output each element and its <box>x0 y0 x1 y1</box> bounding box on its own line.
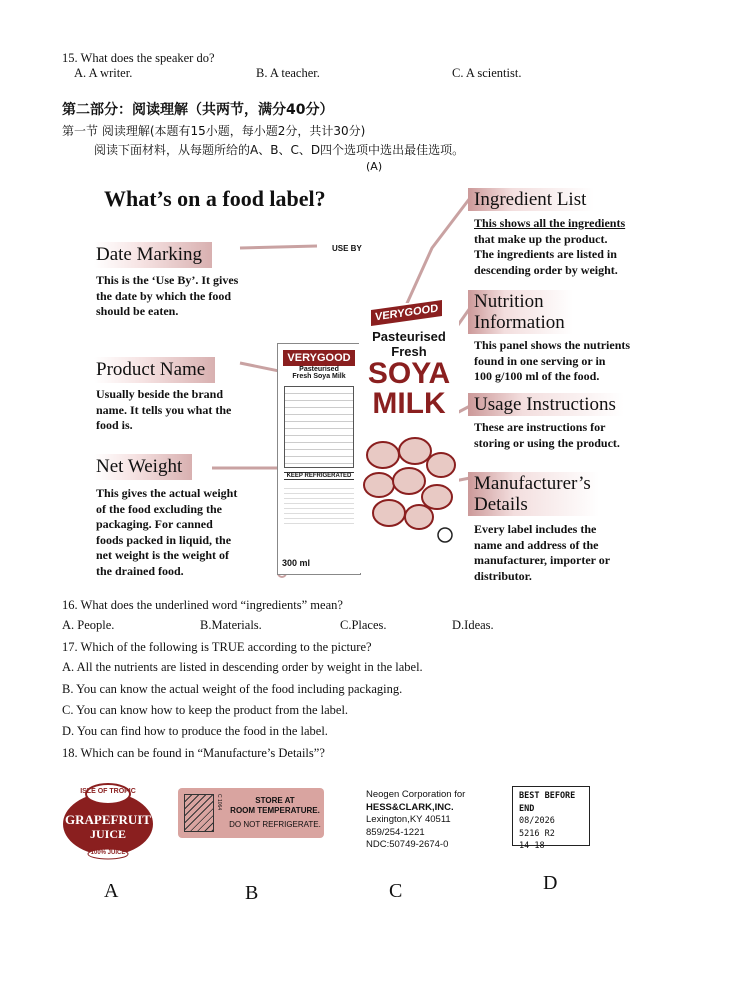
option-letter-c: C <box>389 880 403 902</box>
store-line1: STORE AT <box>255 796 295 805</box>
volume-label: 300 ml <box>282 558 311 568</box>
q17-option-c: C. You can know how to keep the product from the label. <box>62 703 349 717</box>
passage-label: (A) <box>366 160 383 173</box>
net-weight-heading: Net Weight <box>94 454 192 480</box>
date-marking-desc: This is the ‘Use By’. It gives the date by which the food should be eaten. <box>96 273 239 318</box>
manufacturer-desc: Every label includes the name and address of the manufacturer, importer or distributor. <box>474 522 611 583</box>
q16-option-d: D.Ideas. <box>452 618 494 632</box>
q17-option-b: B. You can know the actual weight of the food including packaging. <box>62 682 403 696</box>
ingredient-list-desc: This shows all the ingredients that make up the product. The ingredients are listed in descending order by weight. <box>474 216 626 277</box>
food-label-infographic <box>62 178 670 586</box>
infographic-title: What’s on a food label? <box>104 186 326 211</box>
product-name-heading: Product Name <box>94 357 215 383</box>
q15-stem: 15. What does the speaker do? <box>62 51 215 65</box>
q15-option-b: B. A teacher. <box>256 66 320 80</box>
option-letter-a: A <box>104 880 119 902</box>
best-before-label: BEST BEFORE END 08/2026 5216 R2 14 18 <box>512 786 590 846</box>
q16-stem: 16. What does the underlined word “ingredients” mean? <box>62 598 343 612</box>
manufacturer-address: Neogen Corporation for HESS&CLARK,INC. Lexington,KY 40511 859/254-1221 NDC:50749-2674-0 <box>366 789 466 850</box>
option-letter-d: D <box>543 872 558 894</box>
option-letter-b: B <box>245 882 259 904</box>
q15-option-a: A. A writer. <box>74 66 133 80</box>
store-line2: ROOM TEMPERATURE. <box>230 806 320 815</box>
q17-stem: 17. Which of the following is TRUE according to the picture? <box>62 640 372 654</box>
soybeans-illustration <box>359 435 459 555</box>
keep-refrigerated: KEEP REFRIGERATED <box>284 472 354 480</box>
carton-product-small1: Pasteurised <box>299 366 339 373</box>
side-brand-badge: VERYGOOD <box>371 300 442 326</box>
manufacturer-text-block <box>284 484 354 524</box>
juice-badge: 100% JUICE <box>90 850 126 856</box>
date-marking-heading: Date Marking <box>94 242 212 268</box>
q16-option-b: B.Materials. <box>200 618 262 632</box>
box-icon <box>184 794 214 832</box>
q15-option-c: C. A scientist. <box>452 66 522 80</box>
q16-option-c: C.Places. <box>340 618 387 632</box>
q17-option-a: A. All the nutrients are listed in descending order by weight in the label. <box>62 660 423 674</box>
brand-badge: VERYGOOD <box>283 350 354 366</box>
carton-side <box>359 303 459 573</box>
nutrition-heading: Nutrition Information <box>468 290 573 334</box>
grapefruit-juice-label <box>60 782 156 860</box>
instruction: 阅读下面材料，从每题所给的A、B、C、D四个选项中选出最佳选项。 <box>94 143 465 157</box>
nutrition-desc: This panel shows the nutrients found in one serving or in 100 g/100 ml of the food. <box>474 338 631 383</box>
q16-option-a: A. People. <box>62 618 115 632</box>
net-weight-desc: This gives the actual weight of the food excluding the packaging. For canned foods packed in liquid, the net weight is the weight of the drained food. <box>96 486 238 578</box>
side-pasteurised: Pasteurised <box>372 329 446 344</box>
product-name-desc: Usually beside the brand name. It tells you what the food is. <box>96 387 232 432</box>
carton-product-small2: Fresh Soya Milk <box>292 373 346 380</box>
side-soya: SOYA <box>367 357 451 390</box>
carton-front <box>277 343 361 575</box>
juice-brand: ISLE OF TROPIC <box>80 788 136 795</box>
manufacturer-heading: Manufacturer’s Details <box>468 472 599 516</box>
store-code: C 1064 <box>216 794 222 811</box>
side-fresh: Fresh <box>391 344 427 359</box>
nutrition-panel <box>284 386 354 468</box>
q17-option-d: D. You can find how to produce the food in the label. <box>62 724 328 738</box>
usage-heading: Usage Instructions <box>468 393 624 416</box>
store-label <box>178 788 324 838</box>
q18-stem: 18. Which can be found in “Manufacture’s Details”? <box>62 746 325 760</box>
juice-line1: GRAPEFRUIT <box>65 812 151 827</box>
usage-desc: These are instructions for storing or using the product. <box>474 420 620 450</box>
section-title: 第一节 阅读理解(本题有15小题，每小题2分，共计30分) <box>62 124 366 138</box>
side-milk: MILK <box>372 387 446 420</box>
ingredient-list-heading: Ingredient List <box>468 188 594 211</box>
juice-line2: JUICE <box>89 827 126 841</box>
part2-title: 第二部分：阅读理解（共两节，满分40分） <box>62 102 334 118</box>
use-by-label: USE BY <box>332 244 362 253</box>
store-line3: DO NOT REFRIGERATE. <box>229 820 321 829</box>
